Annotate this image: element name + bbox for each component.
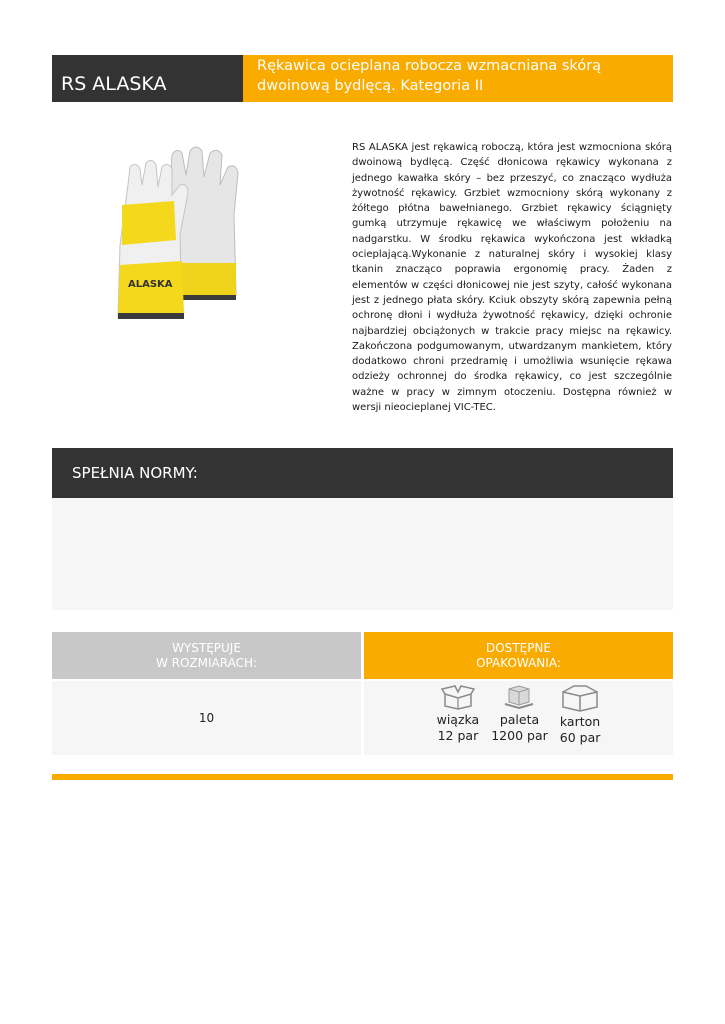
- footer-accent-bar: [52, 774, 673, 780]
- product-name: RS ALASKA: [52, 55, 243, 102]
- norms-title: SPEŁNIA NORMY:: [72, 464, 198, 482]
- size-value: 10: [52, 681, 361, 755]
- sizes-header: WYSTĘPUJE W ROZMIARACH:: [52, 632, 361, 679]
- open-box-icon: [441, 684, 475, 710]
- product-description: RS ALASKA jest rękawicą roboczą, która jest wzmocniona skórą dwoinową bydlęcą. Część dłonicowa rękawicy wykonana z jednego kawałka skóry – bez przeszyć, co znacząco wydłuża żywotność rękawicy. Grzbiet wzmocniony skórą wykonany z żółtego płótna bawełnianego. Grzbiet rękawicy ściągnięty gumką utrzymuje rękawicę we właściwym położeniu na nadgarstku. W środku rękawica wykończona jest wkładką ocieplającą.Wykonanie z naturalnej skóry i wysokiej klasy tkanin znacząco poprawia ergonomię pracy. Żaden z elementów w części dłonicowej nie jest szyty, całość wykonana jest z jednego płata skóry. Kciuk obszyty skórą zapewnia pełną ochronę dłoni i wydłuża żywotność rękawicy, dzięki ochronie najbardziej obciążonych w trakcie pracy miejsc na rękawicy. Zakończona podgumowanym, utwardzanym mankietem, który dodatkowo chroni przedramię i umożliwia wsunięcie rękawa odzieży ochronnej do środka rękawicy, co jest szczególnie ważne w pracy w zimnym otoczeniu. Dostępna również w wersji nieocieplanej VIC-TEC.: [352, 142, 672, 414]
- packaging-options: [364, 681, 673, 755]
- packaging-header: DOSTĘPNE OPAKOWANIA:: [364, 632, 673, 679]
- product-image: [110, 145, 245, 325]
- carton-icon: [560, 684, 600, 712]
- sizes-packaging-table: [52, 632, 673, 755]
- product-subtitle: Rękawica ocieplana robocza wzmacniana skórą dwoinową bydlęcą. Kategoria II: [243, 55, 673, 102]
- packaging-wiazka: wiązka 12 par: [437, 684, 480, 755]
- norms-header: [52, 448, 673, 498]
- header: [52, 55, 673, 102]
- packaging-karton: karton 60 par: [560, 684, 601, 755]
- packaging-paleta: paleta 1200 par: [491, 684, 548, 755]
- norms-panel: [52, 498, 673, 610]
- pallet-icon: [502, 684, 536, 710]
- glove-label: ALASKA: [128, 279, 173, 290]
